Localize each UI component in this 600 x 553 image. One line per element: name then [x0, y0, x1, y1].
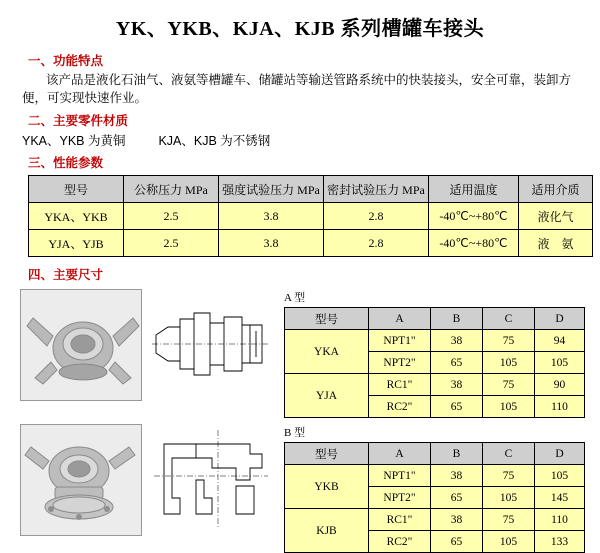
perf-header-cell: 适用介质: [519, 176, 593, 203]
dim-a-cell: 105: [483, 352, 535, 374]
dim-b-model-cell: YKB: [285, 465, 369, 509]
dim-b-cell: 105: [535, 465, 585, 487]
table-header-row: [29, 176, 593, 203]
material-steel-text: KJA、KJB 为不锈钢: [158, 134, 271, 149]
coupling-drawing-b-graphic: [150, 424, 270, 534]
perf-header-cell: 公称压力 MPa: [124, 176, 219, 203]
section-heading-material: 二、主要零件材质: [28, 114, 129, 129]
perf-cell: YKA、YKB: [29, 203, 124, 230]
table-row: [285, 465, 585, 487]
dim-a-header-cell: D: [535, 308, 585, 330]
table-row: [285, 374, 585, 396]
technical-drawing-b: [150, 424, 270, 534]
table-header-row: [285, 308, 585, 330]
table-header-row: [285, 443, 585, 465]
performance-table: [28, 175, 593, 257]
table-row: [285, 330, 585, 352]
dimension-row-b: [20, 424, 600, 553]
table-row: [285, 509, 585, 531]
dim-a-cell: 105: [483, 396, 535, 418]
perf-header-cell: 适用温度: [429, 176, 519, 203]
dim-b-cell: 75: [483, 509, 535, 531]
material-line: [22, 131, 600, 149]
perf-cell: 液 氨: [519, 230, 593, 257]
features-paragraph: 该产品是液化石油气、液氨等槽罐车、储罐站等输送管路系统中的快装接头，安全可靠，装卸方便，可实现快速作业。: [22, 73, 572, 106]
perf-cell: 3.8: [219, 203, 324, 230]
dimension-table-b-wrapper: [284, 424, 585, 553]
dim-b-header-cell: C: [483, 443, 535, 465]
coupling-photo-b-graphic: [21, 425, 141, 535]
perf-cell: YJA、YJB: [29, 230, 124, 257]
perf-cell: -40℃~+80℃: [429, 203, 519, 230]
dim-a-header-cell: C: [483, 308, 535, 330]
dim-b-header-cell: 型号: [285, 443, 369, 465]
dim-b-header-cell: B: [431, 443, 483, 465]
dim-b-cell: NPT1": [369, 465, 431, 487]
dimension-table-a-label: A 型: [284, 292, 306, 305]
dimension-row-a: [20, 289, 600, 418]
dim-b-header-cell: A: [369, 443, 431, 465]
dim-b-cell: 38: [431, 509, 483, 531]
table-row: [29, 203, 593, 230]
dim-b-model-cell: KJB: [285, 509, 369, 553]
dim-a-cell: 65: [431, 396, 483, 418]
dim-a-cell: 65: [431, 352, 483, 374]
section-heading-features: 一、功能特点: [28, 54, 104, 68]
dim-a-header-cell: A: [369, 308, 431, 330]
dim-a-cell: 105: [535, 352, 585, 374]
dim-b-cell: RC1": [369, 509, 431, 531]
dimension-table-b: [284, 442, 585, 553]
dim-a-cell: 38: [431, 330, 483, 352]
dim-b-header-cell: D: [535, 443, 585, 465]
dim-a-cell: RC1": [369, 374, 431, 396]
dim-a-cell: 75: [483, 330, 535, 352]
perf-cell: -40℃~+80℃: [429, 230, 519, 257]
dim-a-cell: 38: [431, 374, 483, 396]
perf-header-cell: 强度试验压力 MPa: [219, 176, 324, 203]
product-photo-a: [20, 289, 142, 401]
dimension-table-b-label: B 型: [284, 427, 306, 440]
perf-cell: 2.8: [324, 203, 429, 230]
coupling-photo-a-graphic: [21, 290, 141, 400]
dim-a-cell: 94: [535, 330, 585, 352]
dim-a-cell: 75: [483, 374, 535, 396]
perf-cell: 2.8: [324, 230, 429, 257]
dim-a-header-cell: B: [431, 308, 483, 330]
page-title: YK、YKB、KJA、KJB 系列槽罐车接头: [115, 18, 485, 40]
dim-b-cell: 65: [431, 487, 483, 509]
dimension-table-a-wrapper: [284, 289, 585, 418]
perf-cell: 2.5: [124, 203, 219, 230]
dim-a-cell: 90: [535, 374, 585, 396]
section-heading-performance: 三、性能参数: [28, 156, 104, 171]
perf-cell: 3.8: [219, 230, 324, 257]
dim-b-cell: 38: [431, 465, 483, 487]
dim-a-model-cell: YJA: [285, 374, 369, 418]
dim-b-cell: 65: [431, 531, 483, 553]
dim-b-cell: 75: [483, 465, 535, 487]
perf-cell: 液化气: [519, 203, 593, 230]
perf-header-cell: 密封试验压力 MPa: [324, 176, 429, 203]
material-brass-text: YKA、YKB 为黄铜: [22, 134, 126, 149]
dim-a-model-cell: YKA: [285, 330, 369, 374]
table-row: [29, 230, 593, 257]
dim-b-cell: 145: [535, 487, 585, 509]
perf-cell: 2.5: [124, 230, 219, 257]
dim-a-cell: RC2": [369, 396, 431, 418]
dim-a-header-cell: 型号: [285, 308, 369, 330]
dimension-table-a: [284, 307, 585, 418]
dim-b-cell: 133: [535, 531, 585, 553]
dim-a-cell: NPT2": [369, 352, 431, 374]
dim-b-cell: 110: [535, 509, 585, 531]
section-heading-dimensions: 四、主要尺寸: [28, 268, 104, 283]
perf-header-cell: 型号: [29, 176, 124, 203]
dimensions-section: [0, 289, 600, 553]
dim-b-cell: 105: [483, 531, 535, 553]
dim-a-cell: 110: [535, 396, 585, 418]
dim-b-cell: RC2": [369, 531, 431, 553]
product-photo-b: [20, 424, 142, 536]
dim-b-cell: NPT2": [369, 487, 431, 509]
dim-b-cell: 105: [483, 487, 535, 509]
dim-a-cell: NPT1": [369, 330, 431, 352]
coupling-drawing-a-graphic: [150, 289, 270, 399]
technical-drawing-a: [150, 289, 270, 399]
